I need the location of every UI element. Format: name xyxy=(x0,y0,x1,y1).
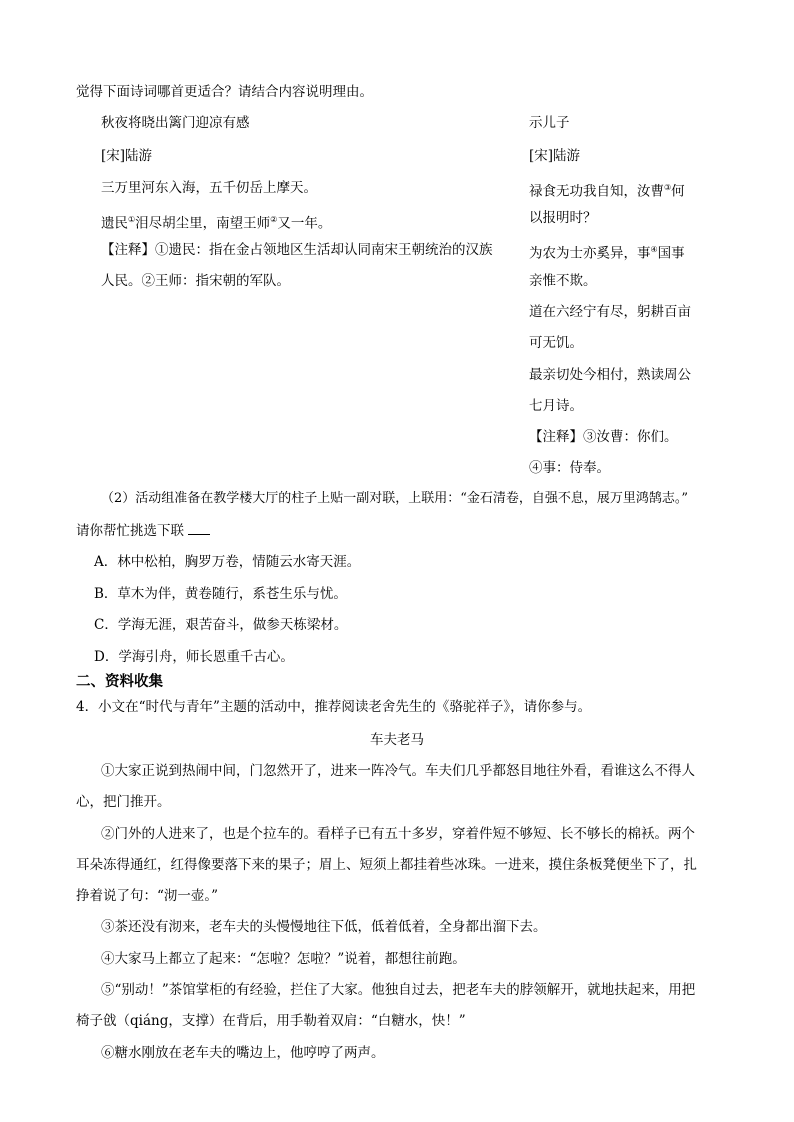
q3-2-option-c: C．学海无涯，艰苦奋斗，做参天栋梁材。 xyxy=(94,617,348,633)
poem1-title: 秋夜将晓出篱门迎凉有感 xyxy=(101,115,250,131)
section-heading: 二、资料收集 xyxy=(76,674,163,690)
poem2-note1: 【注释】③汝曹：你们。 xyxy=(529,429,678,445)
story-para-2b: 耳朵冻得通红，红得像要落下来的果子；眉上、短须上都挂着些冰珠。一进来，摸住条板凳便坐下了，扎 xyxy=(76,857,697,873)
q3-2-option-d: D．学海引舟，师长恩重千古心。 xyxy=(94,649,294,665)
poem2-author: [宋]陆游 xyxy=(529,148,581,164)
poem1-line1: 三万里河东入海，五千仞岳上摩天。 xyxy=(101,180,317,196)
question-3-intro-tail: 觉得下面诗词哪首更适合？请结合内容说明理由。 xyxy=(76,84,373,100)
poem2-line7: 最亲切处今相付，熟读周公 xyxy=(529,367,691,383)
poem1-author: [宋]陆游 xyxy=(101,148,153,164)
footnote-mark-2: ② xyxy=(270,215,278,224)
poem1-note-line1: 【注释】①遗民：指在金占领地区生活却认同南宋王朝统治的汉族 xyxy=(101,242,493,258)
question-4-intro: 4．小文在“时代与青年”主题的活动中，推荐阅读老舍先生的《骆驼祥子》，请你参与。 xyxy=(76,699,592,715)
poem2-line4: 亲惟不欺。 xyxy=(529,273,597,289)
poem2-note2: ④事：侍奉。 xyxy=(529,460,610,476)
poem2-line8: 七月诗。 xyxy=(529,398,583,414)
q3-2-prompt-line2: 请你帮忙挑选下联 xyxy=(76,520,210,541)
footnote-mark-3: ③ xyxy=(664,183,672,192)
story-para-3: ③茶还没有沏来，老车夫的头慢慢地往下低，低着低着，全身都出溜下去。 xyxy=(101,919,547,935)
poem2-line1: 禄食无功我自知，汝曹③何 xyxy=(529,183,685,200)
q3-2-option-b: B．草木为伴，黄卷随行，系苍生乐与忧。 xyxy=(94,586,347,602)
poem2-line3: 为农为士亦奚异，事④国事 xyxy=(529,245,685,262)
q3-2-option-a: A．林中松柏，胸罗万卷，情随云水寄天涯。 xyxy=(94,554,361,570)
story-para-6: ⑥糖水刚放在老车夫的嘴边上，他哼哼了两声。 xyxy=(101,1045,385,1061)
poem2-line5: 道在六经宁有尽，躬耕百亩 xyxy=(529,304,691,320)
answer-blank[interactable] xyxy=(188,520,210,535)
poem2-line2: 以报明时？ xyxy=(529,210,597,226)
story-para-1a: ①大家正说到热闹中间，门忽然开了，进来一阵冷气。车夫们几乎都怒目地往外看，看谁这么不得人 xyxy=(101,763,695,779)
footnote-mark-4: ④ xyxy=(650,245,658,254)
q3-2-prompt-line1: （2）活动组准备在教学楼大厅的柱子上贴一副对联，上联用：“金石清卷，自强不息，展万里鸿鹄志。” xyxy=(101,491,689,506)
story-para-5a: ⑤“别动！”茶馆掌柜的有经验，拦住了大家。他独自过去，把老车夫的脖领解开，就地扶起来，用把 xyxy=(101,982,696,998)
story-para-1b: 心，把门推开。 xyxy=(76,794,171,810)
story-para-5b: 椅子戗（qiáng，支撑）在背后，用手勒着双肩：“白糖水，快！” xyxy=(76,1013,466,1029)
poem2-line6: 可无饥。 xyxy=(529,335,583,351)
poem2-title: 示儿子 xyxy=(529,115,570,131)
story-title: 车夫老马 xyxy=(370,732,424,748)
story-para-4: ④大家马上都立了起来：“怎啦？怎啦？”说着，都想往前跑。 xyxy=(101,951,466,967)
story-para-2c: 挣着说了句：“沏一壶。” xyxy=(76,888,219,904)
poem1-line2: 遗民①泪尽胡尘里，南望王师②又一年。 xyxy=(101,215,332,232)
poem1-note-line2: 人民。②王师：指宋朝的军队。 xyxy=(101,273,290,289)
story-para-2a: ②门外的人进来了，也是个拉车的。看样子已有五十多岁，穿着件短不够短、长不够长的棉袄。两个 xyxy=(101,826,695,842)
footnote-mark-1: ① xyxy=(128,215,136,224)
